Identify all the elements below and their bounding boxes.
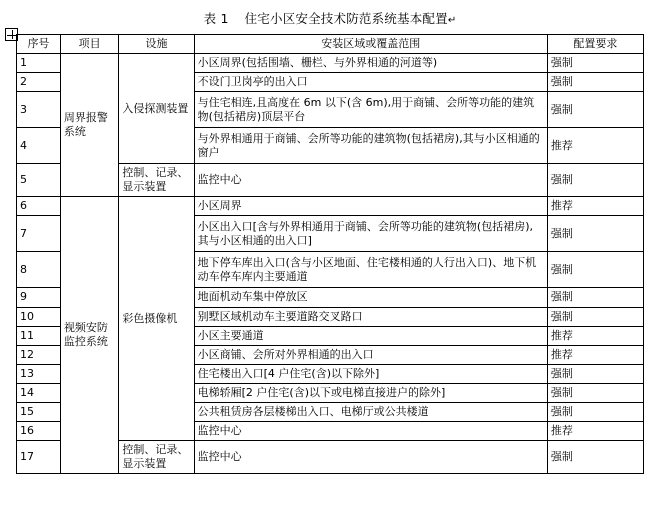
table-title-prefix: 表 1 — [203, 11, 229, 26]
cell-requirement: 强制 — [547, 54, 643, 73]
cell-area: 小区主要通道 — [194, 326, 547, 345]
cell-no: 13 — [17, 364, 61, 383]
cell-area: 监控中心 — [194, 422, 547, 441]
cell-no: 6 — [17, 197, 61, 216]
cell-requirement: 强制 — [547, 216, 643, 252]
cell-requirement: 强制 — [547, 364, 643, 383]
cell-requirement: 强制 — [547, 441, 643, 474]
page-corner-mark — [5, 28, 18, 41]
table-header-row — [17, 35, 644, 54]
cell-requirement: 强制 — [547, 252, 643, 288]
header-project: 项目 — [60, 35, 119, 54]
cell-requirement: 推荐 — [547, 197, 643, 216]
table-row — [17, 54, 644, 73]
cell-project: 视频安防监控系统 — [60, 197, 119, 474]
cell-requirement: 强制 — [547, 383, 643, 402]
cell-area: 小区商铺、会所对外界相通的出入口 — [194, 345, 547, 364]
cell-no: 15 — [17, 402, 61, 421]
cell-area: 与住宅相连,且高度在 6m 以下(含 6m),用于商铺、会所等功能的建筑物(包括裙房)顶层平台 — [194, 92, 547, 128]
cell-requirement: 推荐 — [547, 422, 643, 441]
cell-no: 4 — [17, 128, 61, 164]
cell-area: 地面机动车集中停放区 — [194, 288, 547, 307]
cell-no: 8 — [17, 252, 61, 288]
cell-no: 3 — [17, 92, 61, 128]
table-row — [17, 197, 644, 216]
cell-area: 与外界相通用于商铺、会所等功能的建筑物(包括裙房),其与小区相通的窗户 — [194, 128, 547, 164]
cell-area: 小区周界 — [194, 197, 547, 216]
cell-area: 小区出入口[含与外界相通用于商铺、会所等功能的建筑物(包括裙房),其与小区相通的出入口] — [194, 216, 547, 252]
header-requirement: 配置要求 — [547, 35, 643, 54]
cell-area: 小区周界(包括围墙、栅栏、与外界相通的河道等) — [194, 54, 547, 73]
table-title-text: 住宅小区安全技术防范系统基本配置 — [244, 11, 448, 26]
cell-requirement: 强制 — [547, 307, 643, 326]
cell-no: 17 — [17, 441, 61, 474]
cell-no: 16 — [17, 422, 61, 441]
cell-area: 监控中心 — [194, 164, 547, 197]
header-area: 安装区域或覆盖范围 — [194, 35, 547, 54]
cell-requirement: 推荐 — [547, 345, 643, 364]
cell-area: 不设门卫岗亭的出入口 — [194, 73, 547, 92]
cell-facility: 彩色摄像机 — [119, 197, 194, 441]
cell-requirement: 强制 — [547, 92, 643, 128]
cell-no: 11 — [17, 326, 61, 345]
configuration-table — [16, 34, 644, 474]
header-facility: 设施 — [119, 35, 194, 54]
cell-no: 14 — [17, 383, 61, 402]
cell-area: 公共租赁房各层楼梯出入口、电梯厅或公共楼道 — [194, 402, 547, 421]
cell-area: 别墅区域机动车主要道路交叉路口 — [194, 307, 547, 326]
cell-no: 2 — [17, 73, 61, 92]
cell-no: 1 — [17, 54, 61, 73]
cell-facility: 控制、记录、显示装置 — [119, 164, 194, 197]
header-no: 序号 — [17, 35, 61, 54]
cell-area: 电梯轿厢[2 户住宅(含)以下或电梯直接进户的除外] — [194, 383, 547, 402]
cell-requirement: 强制 — [547, 402, 643, 421]
cell-no: 5 — [17, 164, 61, 197]
cell-requirement: 推荐 — [547, 128, 643, 164]
cell-requirement: 强制 — [547, 73, 643, 92]
table-title — [0, 0, 660, 34]
cell-area: 监控中心 — [194, 441, 547, 474]
cell-requirement: 推荐 — [547, 326, 643, 345]
cell-requirement: 强制 — [547, 288, 643, 307]
cell-no: 12 — [17, 345, 61, 364]
cell-no: 9 — [17, 288, 61, 307]
cell-no: 7 — [17, 216, 61, 252]
cell-project: 周界报警系统 — [60, 54, 119, 197]
cell-facility: 入侵探测装置 — [119, 54, 194, 164]
cell-requirement: 强制 — [547, 164, 643, 197]
cell-area: 住宅楼出入口[4 户住宅(含)以下除外] — [194, 364, 547, 383]
cell-no: 10 — [17, 307, 61, 326]
cell-area: 地下停车库出入口(含与小区地面、住宅楼相通的人行出入口)、地下机动车停车库内主要通道 — [194, 252, 547, 288]
paragraph-mark-icon: ↵ — [447, 15, 457, 26]
cell-facility: 控制、记录、显示装置 — [119, 441, 194, 474]
